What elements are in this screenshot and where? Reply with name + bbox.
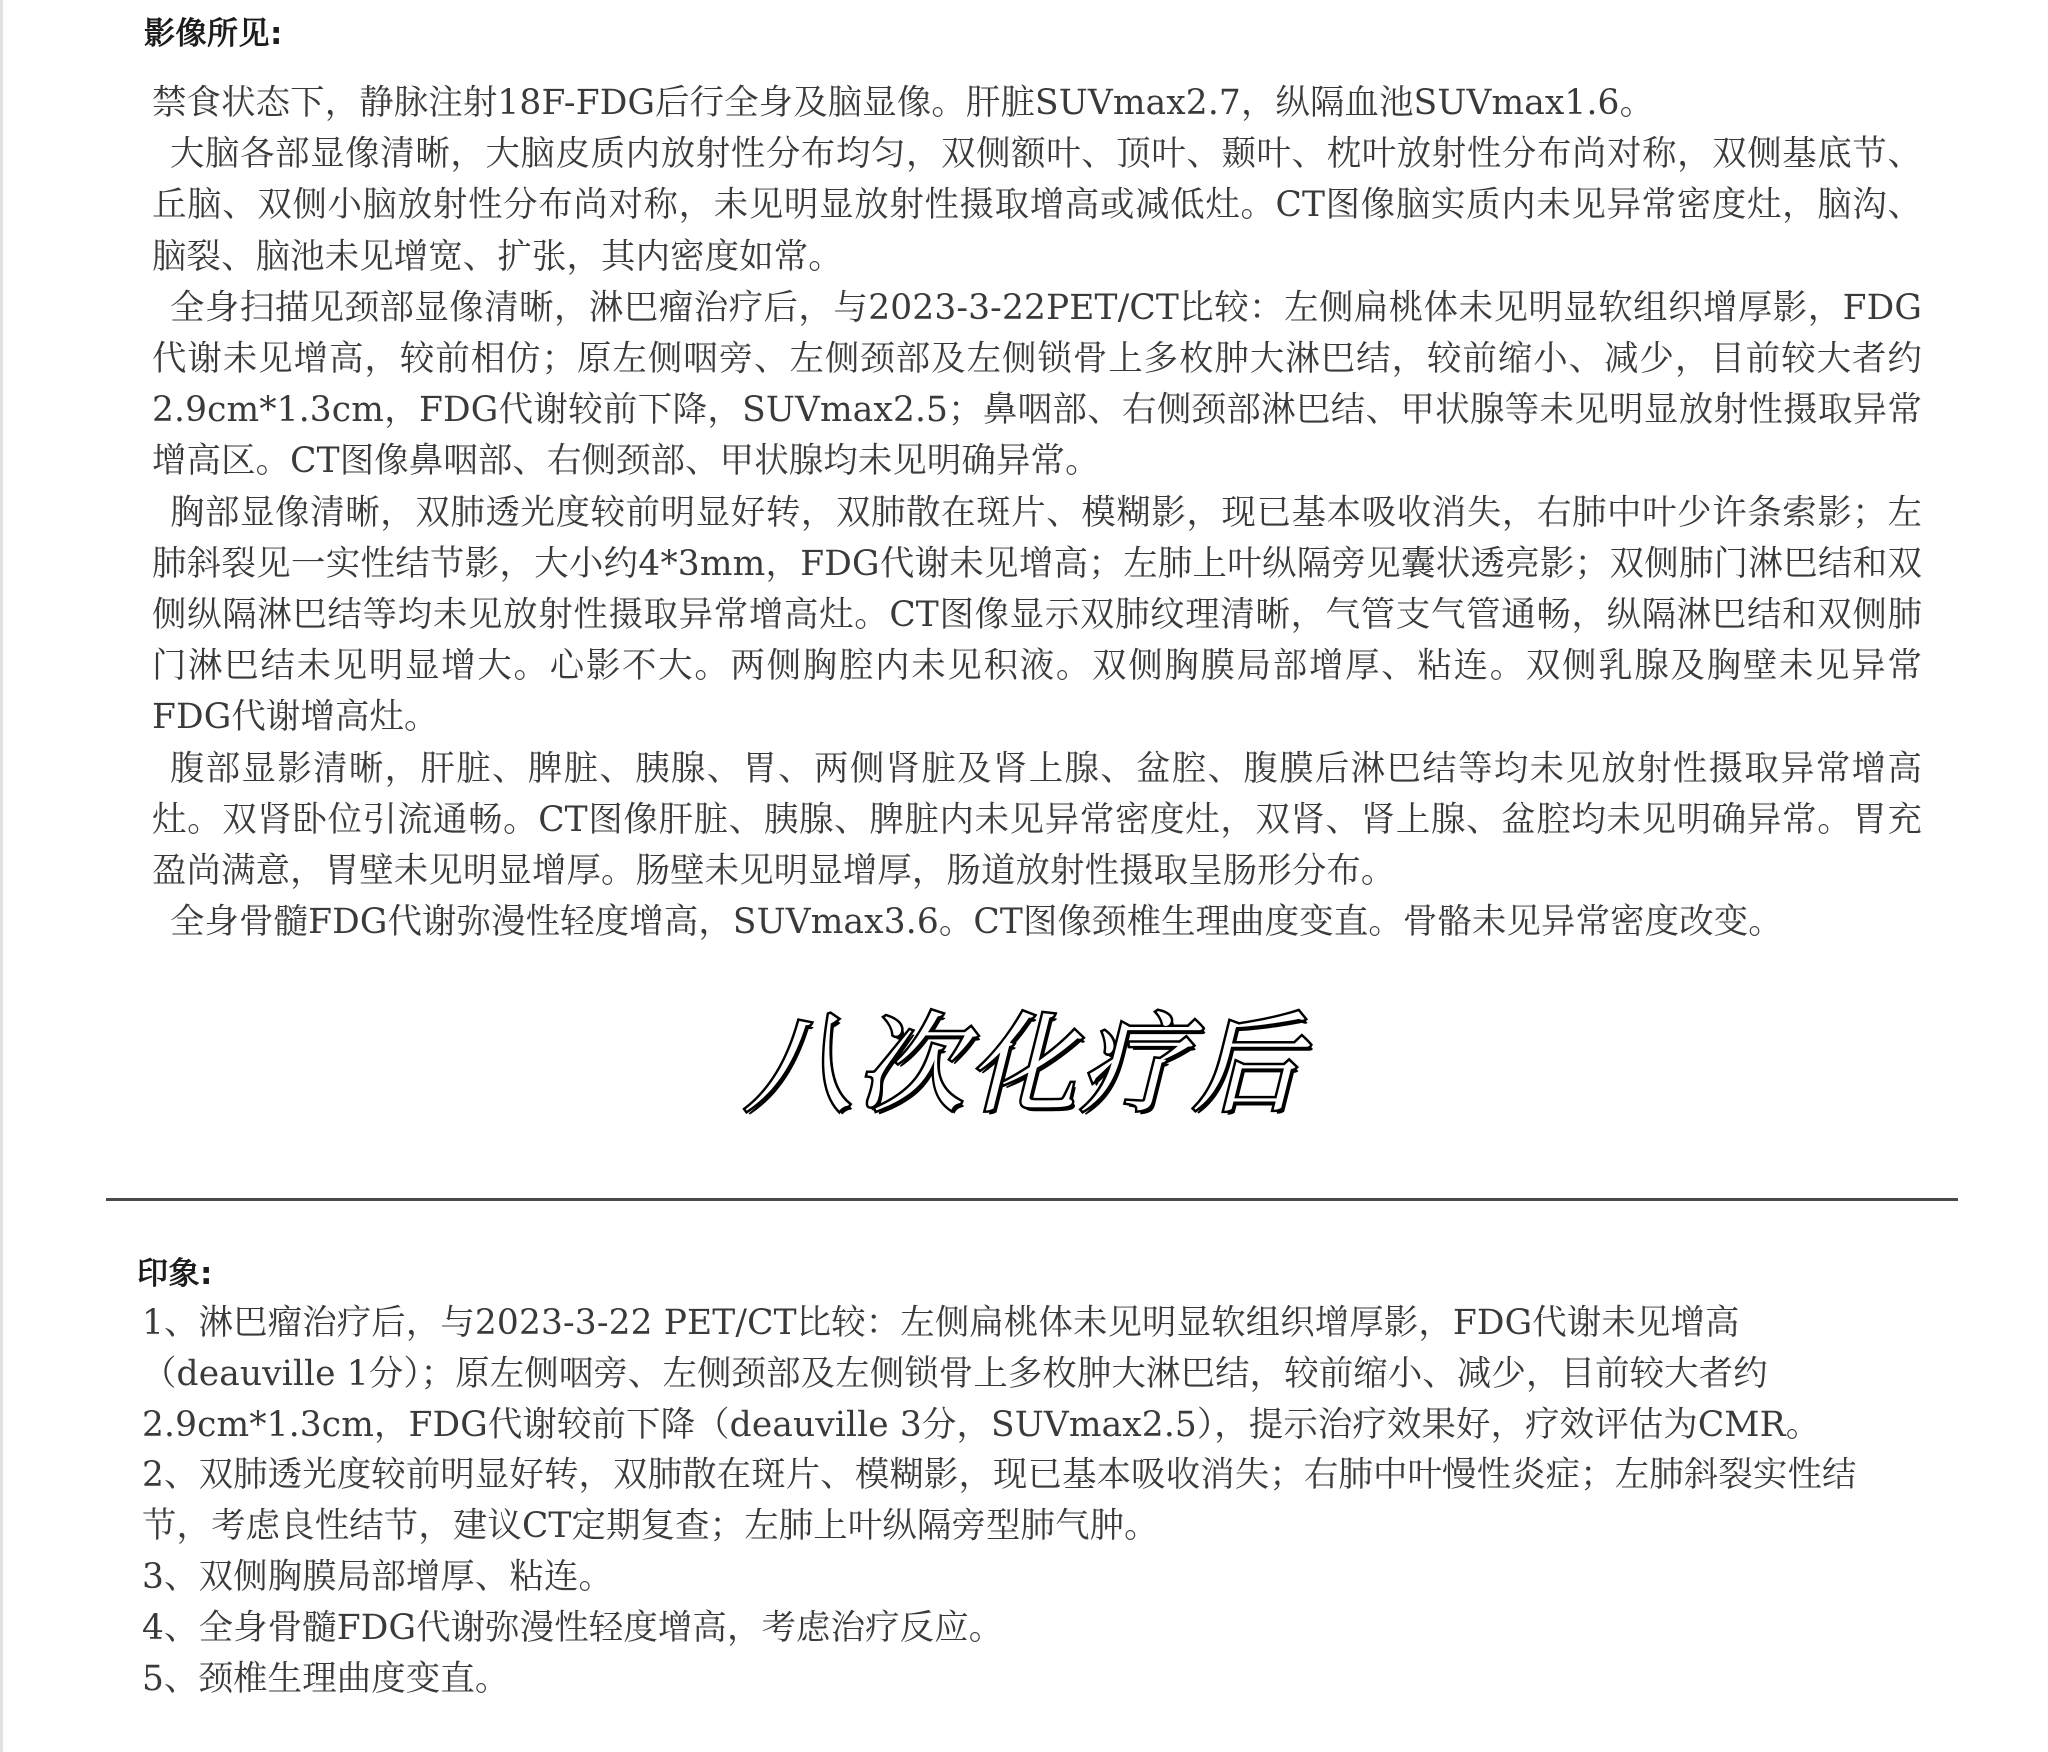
impression-heading: 印象: — [137, 1256, 213, 1292]
findings-paragraph-intro: 禁食状态下，静脉注射18F-FDG后行全身及脑显像。肝脏SUVmax2.7，纵隔血池SUVmax1.6。 — [152, 83, 1655, 123]
page-edge — [0, 0, 3, 1752]
findings-body — [152, 78, 1922, 948]
findings-paragraph-abdomen: 腹部显影清晰，肝脏、脾脏、胰腺、胃、两侧肾脏及肾上腺、盆腔、腹膜后淋巴结等均未见放射性摄取异常增高灶。双肾卧位引流通畅。CT图像肝脏、胰腺、脾脏内未见异常密度灶，双肾、肾上腺、盆腔均未见明确异常。胃充盈尚满意，胃壁未见明显增厚。肠壁未见明显增厚，肠道放射性摄取呈肠形分布。 — [152, 748, 1922, 892]
findings-heading: 影像所见: — [144, 16, 283, 52]
impression-item-4: 4、全身骨髓FDG代谢弥漫性轻度增高，考虑治疗反应。 — [142, 1607, 1004, 1648]
findings-paragraph-chest: 胸部显像清晰，双肺透光度较前明显好转，双肺散在斑片、模糊影，现已基本吸收消失，右肺中叶少许条索影；左肺斜裂见一实性结节影，大小约4*3mm，FDG代谢未见增高；左肺上叶纵隔旁见囊状透亮影；双侧肺门淋巴结和双侧纵隔淋巴结等均未见放射性摄取异常增高灶。CT图像显示双肺纹理清晰，气管支气管通畅，纵隔淋巴结和双侧肺门淋巴结未见明显增大。心影不大。两侧胸腔内未见积液。双侧胸膜局部增厚、粘连。双侧乳腺及胸壁未见异常FDG代谢增高灶。 — [152, 492, 1922, 738]
impression-item-2: 2、双肺透光度较前明显好转，双肺散在斑片、模糊影，现已基本吸收消失；右肺中叶慢性炎症；左肺斜裂实性结节，考虑良性结节，建议CT定期复查；左肺上叶纵隔旁型肺气肿。 — [142, 1455, 1857, 1547]
findings-paragraph-brain: 大脑各部显像清晰，大脑皮质内放射性分布均匀，双侧额叶、顶叶、颞叶、枕叶放射性分布尚对称，双侧基底节、丘脑、双侧小脑放射性分布尚对称，未见明显放射性摄取增高或减低灶。CT图像脑实质内未见异常密度灶，脑沟、脑裂、脑池未见增宽、扩张，其内密度如常。 — [152, 134, 1922, 277]
impression-item-5: 5、颈椎生理曲度变直。 — [142, 1658, 510, 1699]
impression-item-1: 1、淋巴瘤治疗后，与2023-3-22 PET/CT比较：左侧扁桃体未见明显软组织增厚影，FDG代谢未见增高（deauville 1分）；原左侧咽旁、左侧颈部及左侧锁骨上多枚肿大淋巴结，较前缩小、减少，目前较大者约2.9cm*1.3cm，FDG代谢较前下降（deauville 3分，SUVmax2.5），提示治疗效果好，疗效评估为CMR。 — [142, 1303, 1821, 1445]
impression-item-3: 3、双侧胸膜局部增厚、粘连。 — [142, 1556, 614, 1597]
overlay-caption: 八次化疗后 — [743, 1003, 1304, 1128]
findings-paragraph-neck: 全身扫描见颈部显像清晰，淋巴瘤治疗后，与2023-3-22PET/CT比较：左侧扁桃体未见明显软组织增厚影，FDG代谢未见增高，较前相仿；原左侧咽旁、左侧颈部及左侧锁骨上多枚肿大淋巴结，较前缩小、减少，目前较大者约2.9cm*1.3cm，FDG代谢较前下降，SUVmax2.5；鼻咽部、右侧颈部淋巴结、甲状腺等未见明显放射性摄取异常增高区。CT图像鼻咽部、右侧颈部、甲状腺均未见明确异常。 — [152, 287, 1922, 482]
findings-paragraph-bone: 全身骨髓FDG代谢弥漫性轻度增高，SUVmax3.6。CT图像颈椎生理曲度变直。骨骼未见异常密度改变。 — [170, 902, 1783, 943]
section-divider — [106, 1198, 1958, 1201]
impression-body — [142, 1298, 1882, 1704]
